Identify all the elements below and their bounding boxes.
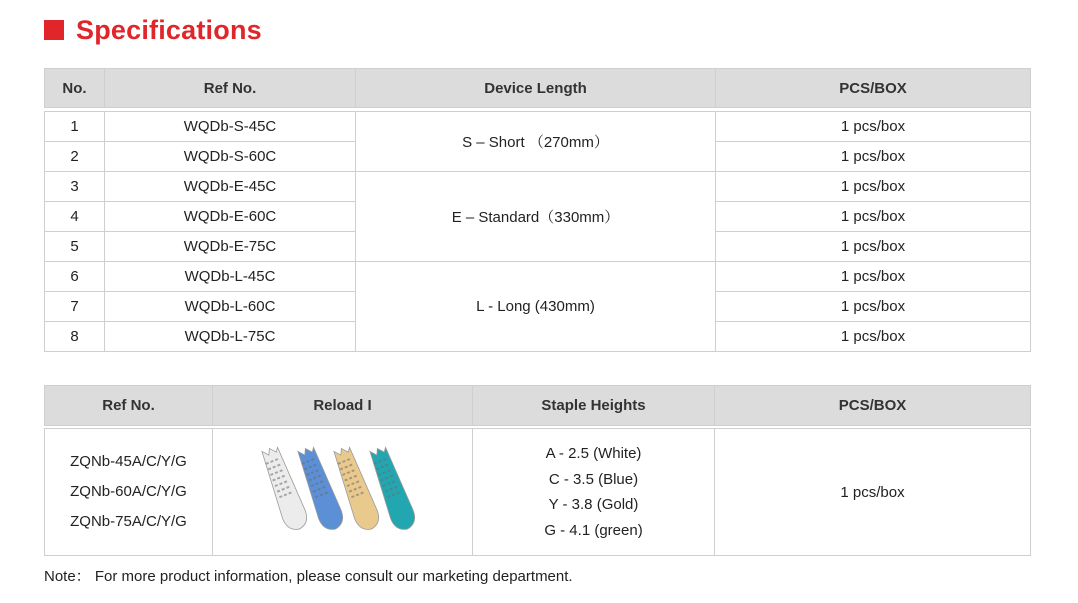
row-pcs: 1 pcs/box [716,292,1031,322]
row-pcs: 1 pcs/box [716,112,1031,142]
row-no: 5 [45,232,105,262]
header-device-length: Device Length [356,69,716,108]
row-ref: WQDb-S-60C [105,142,356,172]
staple-height: C - 3.5 (Blue) [548,470,639,488]
header-pcs-box: PCS/BOX [716,69,1031,108]
staple-height: A - 2.5 (White) [545,445,642,462]
table-header-row [45,386,1031,426]
row-no: 8 [45,322,105,352]
header-ref-no: Ref No. [45,386,213,426]
header-staple-heights: Staple Heights [473,386,715,426]
row-no: 4 [45,202,105,232]
length-long: L - Long (430mm) [356,262,716,352]
section-title-text: Specifications [76,14,262,45]
reload-pcs: 1 pcs/box [715,429,1031,556]
row-pcs: 1 pcs/box [716,202,1031,232]
header-reload: Reload I [213,386,473,426]
row-pcs: 1 pcs/box [716,322,1031,352]
row-no: 6 [45,262,105,292]
table-row [45,429,1031,556]
row-no: 1 [45,112,105,142]
table-row [45,262,1031,292]
length-short: S – Short （270mm） [356,112,716,172]
staple-heights-list [473,429,715,556]
row-ref: WQDb-L-60C [105,292,356,322]
header-ref-no: Ref No. [105,69,356,108]
reload-table [44,385,1031,556]
length-standard: E – Standard（330mm） [356,172,716,262]
row-pcs: 1 pcs/box [716,172,1031,202]
row-ref: WQDb-E-60C [105,202,356,232]
row-ref: WQDb-E-75C [105,232,356,262]
staple-height: G - 4.1 (green) [544,521,643,539]
reload-ref: ZQNb-75A/C/Y/G [70,513,187,530]
table-row [45,172,1031,202]
row-no: 7 [45,292,105,322]
reload-cartridges-image [258,440,428,540]
device-length-table [44,68,1031,352]
row-ref: WQDb-S-45C [105,112,356,142]
row-pcs: 1 pcs/box [716,232,1031,262]
table-header-row [45,69,1031,108]
row-ref: WQDb-E-45C [105,172,356,202]
reload-ref: ZQNb-45A/C/Y/G [70,453,187,470]
row-ref: WQDb-L-75C [105,322,356,352]
title-square-icon [44,20,64,40]
header-pcs-box: PCS/BOX [715,386,1031,426]
row-pcs: 1 pcs/box [716,142,1031,172]
section-title [44,13,262,47]
reload-ref-list [45,429,213,556]
row-pcs: 1 pcs/box [716,262,1031,292]
row-ref: WQDb-L-45C [105,262,356,292]
table-row [45,112,1031,142]
row-no: 3 [45,172,105,202]
reload-image-cell [213,429,473,556]
staple-height: Y - 3.8 (Gold) [548,496,639,513]
reload-ref: ZQNb-60A/C/Y/G [70,483,187,500]
row-no: 2 [45,142,105,172]
header-no: No. [45,69,105,108]
footer-note: Note： For more product information, please consult our marketing department. [44,568,573,585]
